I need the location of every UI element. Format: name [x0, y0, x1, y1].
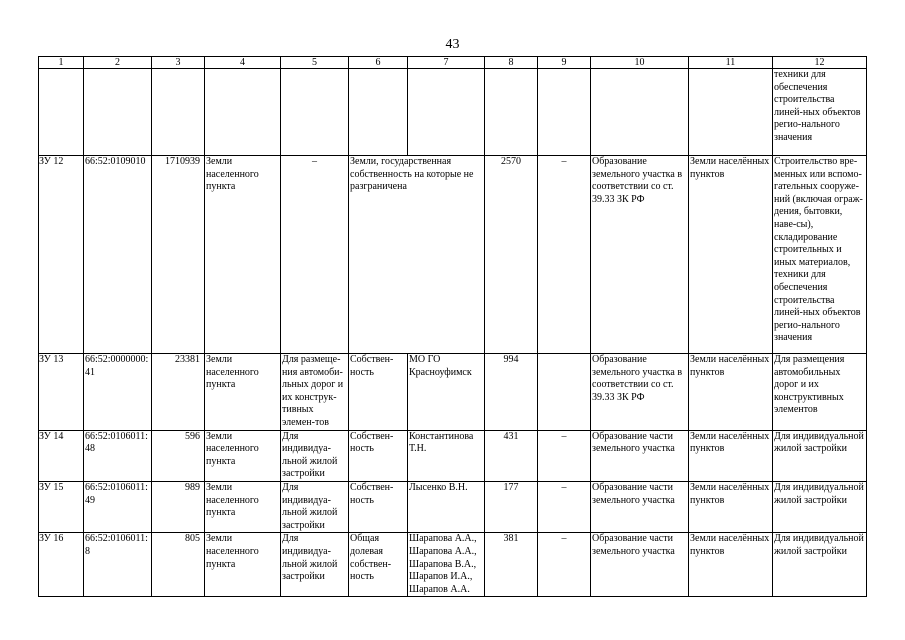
- table-row-zu13: [39, 354, 867, 431]
- plot-id: ЗУ 14: [39, 430, 84, 481]
- owner: МО ГО Красноуфимск: [408, 354, 485, 431]
- area-total: 23381: [152, 354, 205, 431]
- cadastral-number: 66:52:0106011: 48: [84, 430, 152, 481]
- cadastral-number: 66:52:0106011: 8: [84, 533, 152, 597]
- purpose: Для индивидуальной жилой застройки: [773, 533, 867, 597]
- formation-method: Образование земельного участка в соответствии со ст. 39.33 ЗК РФ: [591, 156, 689, 354]
- formation-method: Образование части земельного участка: [591, 481, 689, 532]
- ownership-type: Собствен-ность: [349, 354, 408, 431]
- ownership-type: Собствен-ность: [349, 430, 408, 481]
- plot-id: ЗУ 16: [39, 533, 84, 597]
- col-9: –: [538, 533, 591, 597]
- category-after: Земли населённых пунктов: [689, 481, 773, 532]
- land-category: Земли населенного пункта: [205, 354, 281, 431]
- cadastral-number: 66:52:0106011: 49: [84, 481, 152, 532]
- category-after: Земли населённых пунктов: [689, 156, 773, 354]
- area-part: 177: [485, 481, 538, 532]
- land-category: Земли населенного пункта: [205, 481, 281, 532]
- header-cell-10: 10: [591, 57, 689, 69]
- area-part: 994: [485, 354, 538, 431]
- land-category: Земли населенного пункта: [205, 430, 281, 481]
- header-cell-6: 6: [349, 57, 408, 69]
- col-9: –: [538, 156, 591, 354]
- table-row-zu12: [39, 156, 867, 354]
- area-total: 805: [152, 533, 205, 597]
- land-plots-table: [38, 56, 867, 597]
- purpose: Для размещения автомобильных дорог и их конструктивных элементов: [773, 354, 867, 431]
- col-9: [538, 354, 591, 431]
- permitted-use: Для индивидуа-льной жилой застройки: [281, 430, 349, 481]
- purpose: Для индивидуальной жилой застройки: [773, 481, 867, 532]
- continuation-row: [39, 69, 867, 156]
- formation-method: Образование земельного участка в соответствии со ст. 39.33 ЗК РФ: [591, 354, 689, 431]
- col-9: –: [538, 481, 591, 532]
- owner: Шарапова А.А., Шарапова А.А., Шарапова В.А., Шарапов И.А., Шарапов А.А.: [408, 533, 485, 597]
- ownership-type: Собствен-ность: [349, 481, 408, 532]
- formation-method: Образование части земельного участка: [591, 533, 689, 597]
- header-cell-2: 2: [84, 57, 152, 69]
- permitted-use: –: [281, 156, 349, 354]
- owner: Лысенко В.Н.: [408, 481, 485, 532]
- area-total: 1710939: [152, 156, 205, 354]
- header-cell-12: 12: [773, 57, 867, 69]
- owner: Константинова Т.Н.: [408, 430, 485, 481]
- formation-method: Образование части земельного участка: [591, 430, 689, 481]
- cadastral-number: 66:52:0000000: 41: [84, 354, 152, 431]
- ownership-type: Общая долевая собствен-ность: [349, 533, 408, 597]
- category-after: Земли населённых пунктов: [689, 354, 773, 431]
- plot-id: ЗУ 15: [39, 481, 84, 532]
- col-9: –: [538, 430, 591, 481]
- cadastral-number: 66:52:0109010: [84, 156, 152, 354]
- area-part: 381: [485, 533, 538, 597]
- area-total: 989: [152, 481, 205, 532]
- header-cell-1: 1: [39, 57, 84, 69]
- purpose: Строительство вре-менных или вспомо-гательных сооруже-ний (включая ограж-дения, бытовки, наве-сы), складирование строительных и иных материалов, техники для обеспечения строительства линей-ных объектов регио-нального значения: [773, 156, 867, 354]
- purpose: Для индивидуальной жилой застройки: [773, 430, 867, 481]
- area-part: 2570: [485, 156, 538, 354]
- header-cell-8: 8: [485, 57, 538, 69]
- area-total: 596: [152, 430, 205, 481]
- category-after: Земли населённых пунктов: [689, 430, 773, 481]
- table-row-zu15: [39, 481, 867, 532]
- permitted-use: Для размеще-ния автомоби-льных дорог и их конструк-тивных элемен-тов: [281, 354, 349, 431]
- header-cell-3: 3: [152, 57, 205, 69]
- header-cell-7: 7: [408, 57, 485, 69]
- header-cell-5: 5: [281, 57, 349, 69]
- header-cell-9: 9: [538, 57, 591, 69]
- plot-id: ЗУ 12: [39, 156, 84, 354]
- table-row-zu14: [39, 430, 867, 481]
- header-cell-4: 4: [205, 57, 281, 69]
- permitted-use: Для индивидуа-льной жилой застройки: [281, 481, 349, 532]
- page-number: 43: [445, 37, 460, 52]
- permitted-use: Для индивидуа-льной жилой застройки: [281, 533, 349, 597]
- continuation-purpose: техники для обеспечения строительства линей-ных объектов регио-нального значения: [773, 69, 867, 156]
- area-part: 431: [485, 430, 538, 481]
- plot-id: ЗУ 13: [39, 354, 84, 431]
- header-cell-11: 11: [689, 57, 773, 69]
- land-category: Земли населенного пункта: [205, 533, 281, 597]
- land-category: Земли населенного пункта: [205, 156, 281, 354]
- category-after: Земли населённых пунктов: [689, 533, 773, 597]
- header-row: [39, 57, 867, 69]
- table-row-zu16: [39, 533, 867, 597]
- ownership-merged: Земли, государственная собственность на которые не разграничена: [349, 156, 485, 354]
